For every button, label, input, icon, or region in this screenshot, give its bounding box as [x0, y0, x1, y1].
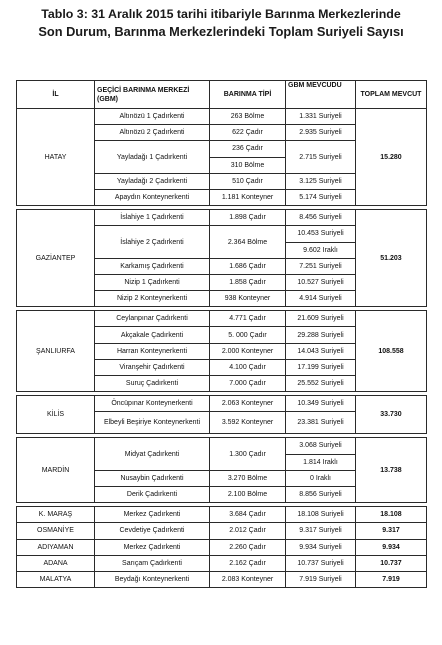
center-population: 1.331 Suriyeli: [286, 109, 356, 125]
province-name: ŞANLIURFA: [17, 311, 95, 392]
table-row: [17, 396, 427, 412]
center-name: Beydağı Konteynerkenti: [95, 571, 210, 587]
center-population: 9.602 Iraklı: [286, 242, 356, 258]
center-name: Merkez Çadırkenti: [95, 507, 210, 523]
center-population: 18.108 Suriyeli: [286, 507, 356, 523]
center-name: Harran Konteynerkenti: [95, 343, 210, 359]
center-name: Suruç Çadırkenti: [95, 376, 210, 392]
center-population: 25.552 Suriyeli: [286, 376, 356, 392]
shelter-type: 2.012 Çadır: [210, 523, 286, 539]
center-population: 8.456 Suriyeli: [286, 210, 356, 226]
center-name: Cevdetiye Çadırkenti: [95, 523, 210, 539]
center-name: Elbeyli Beşiriye Konteynerkenti: [95, 412, 210, 434]
center-name: Nizip 2 Konteynerkenti: [95, 291, 210, 307]
shelter-type: 2.100 Bölme: [210, 486, 286, 502]
center-population: 7.251 Suriyeli: [286, 258, 356, 274]
header-toplam: TOPLAM MEVCUT: [356, 81, 427, 109]
center-population: 1.814 Iraklı: [286, 454, 356, 470]
shelter-type: 1.300 Çadır: [210, 438, 286, 470]
document-title: [0, 5, 442, 41]
center-name: Apaydın Konteynerkenti: [95, 189, 210, 205]
shelter-type: 3.684 Çadır: [210, 507, 286, 523]
center-population: 5.174 Suriyeli: [286, 189, 356, 205]
center-name: İslahiye 2 Çadırkenti: [95, 226, 210, 258]
table-row: [17, 311, 427, 327]
province-total: 9.934: [356, 539, 427, 555]
center-name: Altınözü 2 Çadırkenti: [95, 125, 210, 141]
shelter-type: 2.083 Konteyner: [210, 571, 286, 587]
center-population: 10.737 Suriyeli: [286, 555, 356, 571]
shelter-type: 1.686 Çadır: [210, 258, 286, 274]
province-total: 18.108: [356, 507, 427, 523]
center-population: 3.125 Suriyeli: [286, 173, 356, 189]
title-line-2: Son Durum, Barınma Merkezlerindeki Toplam Suriyeli Sayısı: [38, 24, 404, 39]
province-total: 10.737: [356, 555, 427, 571]
province-total: 15.280: [356, 109, 427, 206]
center-name: Sarıçam Çadırkenti: [95, 555, 210, 571]
title-line-1: Tablo 3: 31 Aralık 2015 tarihi itibariyle Barınma Merkezlerinde: [41, 7, 401, 21]
header-il: İL: [17, 81, 95, 109]
table-row: [17, 210, 427, 226]
shelter-type: 1.898 Çadır: [210, 210, 286, 226]
province-total: 9.317: [356, 523, 427, 539]
province-name: GAZİANTEP: [17, 210, 95, 307]
province-name: K. MARAŞ: [17, 507, 95, 523]
province-name: MARDİN: [17, 438, 95, 503]
header-mevcut: GBM MEVCUDU: [286, 81, 356, 109]
center-population: 9.317 Suriyeli: [286, 523, 356, 539]
province-total: 33.730: [356, 396, 427, 434]
province-total: 7.919: [356, 571, 427, 587]
table-row: [17, 438, 427, 454]
center-name: Viranşehir Çadırkenti: [95, 359, 210, 375]
center-population: 2.715 Suriyeli: [286, 141, 356, 173]
center-population: 14.043 Suriyeli: [286, 343, 356, 359]
shelter-type: 5. 000 Çadır: [210, 327, 286, 343]
header-merkez: GEÇİCİ BARINMA MERKEZİ (GBM): [95, 81, 210, 109]
center-name: İslahiye 1 Çadırkenti: [95, 210, 210, 226]
shelter-type: 3.270 Bölme: [210, 470, 286, 486]
province-total: 51.203: [356, 210, 427, 307]
center-population: 9.934 Suriyeli: [286, 539, 356, 555]
center-population: 21.609 Suriyeli: [286, 311, 356, 327]
center-population: 29.288 Suriyeli: [286, 327, 356, 343]
shelter-type: 263 Bölme: [210, 109, 286, 125]
center-population: 17.199 Suriyeli: [286, 359, 356, 375]
shelter-type: 1.181 Konteyner: [210, 189, 286, 205]
shelter-type: 2.162 Çadır: [210, 555, 286, 571]
shelter-type: 4.771 Çadır: [210, 311, 286, 327]
shelter-type: 938 Konteyner: [210, 291, 286, 307]
center-population: 10.349 Suriyeli: [286, 396, 356, 412]
province-name: HATAY: [17, 109, 95, 206]
center-name: Akçakale Çadırkenti: [95, 327, 210, 343]
shelter-type: 3.592 Konteyner: [210, 412, 286, 434]
shelter-table: [16, 80, 427, 588]
center-name: Karkamış Çadırkenti: [95, 258, 210, 274]
province-total: 13.738: [356, 438, 427, 503]
center-name: Yayladağı 2 Çadırkenti: [95, 173, 210, 189]
table-row: [17, 523, 427, 539]
province-name: OSMANİYE: [17, 523, 95, 539]
center-name: Öncüpınar Konteynerkenti: [95, 396, 210, 412]
table-row: [17, 109, 427, 125]
header-tip: BARINMA TİPİ: [210, 81, 286, 109]
shelter-type: 7.000 Çadır: [210, 376, 286, 392]
province-total: 108.558: [356, 311, 427, 392]
center-name: Yayladağı 1 Çadırkenti: [95, 141, 210, 173]
center-population: 10.527 Suriyeli: [286, 274, 356, 290]
shelter-type: 236 Çadır: [210, 141, 286, 157]
table-row: [17, 539, 427, 555]
table-row: [17, 555, 427, 571]
center-population: 2.935 Suriyeli: [286, 125, 356, 141]
table-row: [17, 571, 427, 587]
shelter-type: 310 Bölme: [210, 157, 286, 173]
shelter-type: 622 Çadır: [210, 125, 286, 141]
shelter-type: 510 Çadır: [210, 173, 286, 189]
header-row: [17, 81, 427, 109]
center-name: Midyat Çadırkenti: [95, 438, 210, 470]
table-body: [17, 109, 427, 588]
center-name: Nusaybin Çadırkenti: [95, 470, 210, 486]
center-population: 7.919 Suriyeli: [286, 571, 356, 587]
shelter-type: 2.000 Konteyner: [210, 343, 286, 359]
center-name: Ceylanpınar Çadırkenti: [95, 311, 210, 327]
center-population: 0 Iraklı: [286, 470, 356, 486]
center-name: Nizip 1 Çadırkenti: [95, 274, 210, 290]
province-name: ADANA: [17, 555, 95, 571]
province-name: MALATYA: [17, 571, 95, 587]
center-population: 3.068 Suriyeli: [286, 438, 356, 454]
shelter-type: 1.858 Çadır: [210, 274, 286, 290]
shelter-type: 2.364 Bölme: [210, 226, 286, 258]
center-name: Altınözü 1 Çadırkenti: [95, 109, 210, 125]
shelter-type: 4.100 Çadır: [210, 359, 286, 375]
center-name: Derik Çadırkenti: [95, 486, 210, 502]
province-name: ADIYAMAN: [17, 539, 95, 555]
shelter-type: 2.260 Çadır: [210, 539, 286, 555]
center-population: 8.856 Suriyeli: [286, 486, 356, 502]
center-population: 23.381 Suriyeli: [286, 412, 356, 434]
shelter-type: 2.063 Konteyner: [210, 396, 286, 412]
center-name: Merkez Çadırkenti: [95, 539, 210, 555]
center-population: 4.914 Suriyeli: [286, 291, 356, 307]
province-name: KİLİS: [17, 396, 95, 434]
center-population: 10.453 Suriyeli: [286, 226, 356, 242]
table-row: [17, 507, 427, 523]
